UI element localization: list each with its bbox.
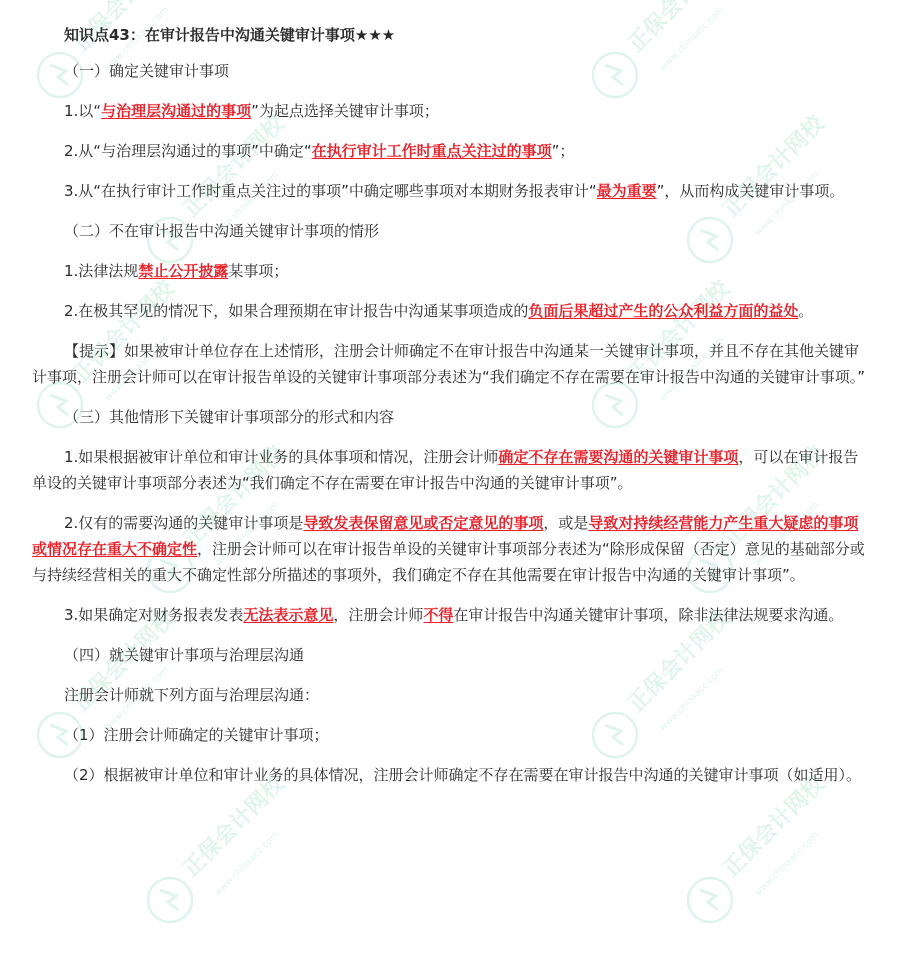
highlight-text: 最为重要 (596, 182, 657, 200)
list-item: 1.如果根据被审计单位和审计业务的具体事项和情况，注册会计师确定不存在需要沟通的关键审计事项，可以在审计报告单设的关键审计事项部分表述为“我们确定不存在需要在审计报告中沟通的关键审计事项”。 (32, 448, 859, 492)
watermark-logo (148, 770, 290, 922)
section-heading-3: （三）其他情形下关键审计事项部分的形式和内容 (64, 408, 395, 426)
highlight-text: 导致发表保留意见或否定意见的事项 (303, 514, 544, 532)
highlight-text: 无法表示意见 (243, 606, 334, 624)
highlight-text: 与治理层沟通过的事项 (101, 102, 252, 120)
highlight-text: 负面后果超过产生的公众利益方面的益处 (528, 302, 799, 320)
highlight-text: 禁止公开披露 (138, 262, 229, 280)
highlight-text: 在执行审计工作时重点关注过的事项 (311, 142, 552, 160)
page-title: 知识点43：在审计报告中沟通关键审计事项★★★ (64, 26, 396, 44)
highlight-text: 导致对持续经营能力产生重大疑虑的事项或情况存在重大不确定性 (32, 514, 859, 558)
list-item: 2.仅有的需要沟通的关键审计事项是导致发表保留意见或否定意见的事项，或是导致对持续经营能力产生重大疑虑的事项或情况存在重大不确定性，注册会计师可以在审计报告单设的关键审计事项部分表述为“除形成保留（否定）意见的基础部分或与持续经营相关的重大不确定性部分所描述的事项外，我们确定不存在其他需要在审计报告中沟通的关键审计事项”。 (32, 514, 865, 584)
list-item: （1）注册会计师确定的关键审计事项； (64, 726, 329, 744)
section-heading-1: （一）确定关键审计事项 (64, 62, 230, 80)
list-item: 2.从“与治理层沟通过的事项”中确定“在执行审计工作时重点关注过的事项”； (64, 142, 575, 160)
list-item: 2.在极其罕见的情况下，如果合理预期在审计报告中沟通某事项造成的负面后果超过产生的公众利益方面的益处。 (64, 302, 814, 320)
tip-paragraph: 【提示】如果被审计单位存在上述情形，注册会计师确定不在审计报告中沟通某一关键审计事项，并且不存在其他关键审计事项，注册会计师可以在审计报告单设的关键审计事项部分表述为“我们确定不存在需要在审计报告中沟通的关键审计事项。” (32, 342, 866, 386)
highlight-text: 不得 (423, 606, 454, 624)
section-heading-4: （四）就关键审计事项与治理层沟通 (64, 646, 305, 664)
section-intro: 注册会计师就下列方面与治理层沟通： (64, 686, 320, 704)
list-item: （2）根据被审计单位和审计业务的具体情况，注册会计师确定不存在需要在审计报告中沟通的关键审计事项（如适用）。 (64, 766, 862, 784)
list-item: 1.法律法规禁止公开披露某事项； (64, 262, 289, 280)
watermark-logo (688, 770, 830, 922)
highlight-text: 确定不存在需要沟通的关键审计事项 (498, 448, 739, 466)
list-item: 3.从“在执行审计工作时重点关注过的事项”中确定哪些事项对本期财务报表审计“最为重要”，从而构成关键审计事项。 (64, 182, 845, 200)
list-item: 1.以“与治理层沟通过的事项”为起点选择关键审计事项； (64, 102, 439, 120)
list-item: 3.如果确定对财务报表发表无法表示意见，注册会计师不得在审计报告中沟通关键审计事项，除非法律法规要求沟通。 (64, 606, 844, 624)
section-heading-2: （二）不在审计报告中沟通关键审计事项的情形 (64, 222, 380, 240)
